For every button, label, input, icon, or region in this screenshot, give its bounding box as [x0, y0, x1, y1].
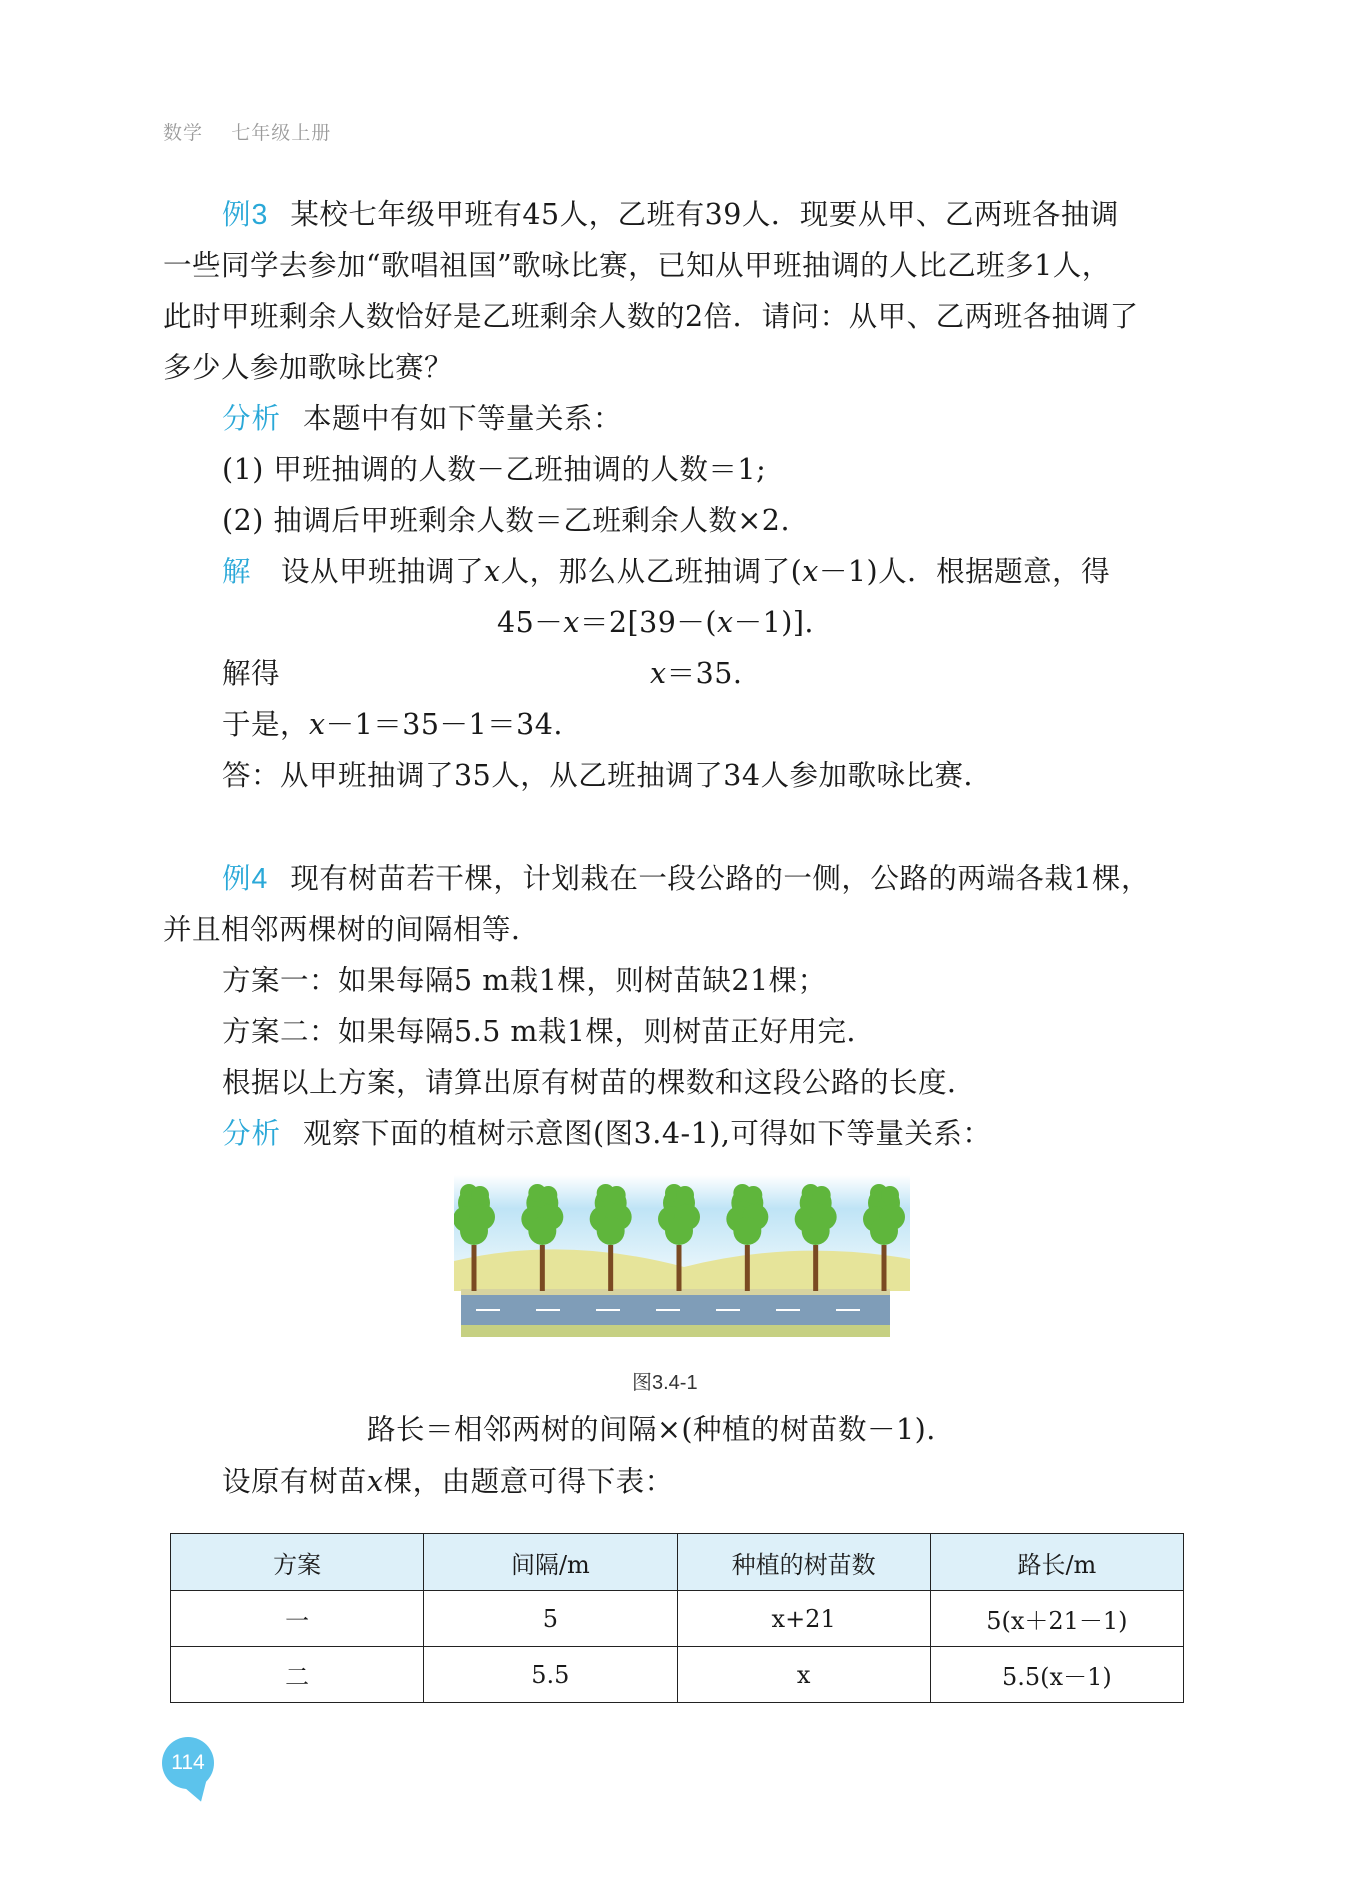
- then-b: －1＝35－1＝34.: [325, 708, 563, 741]
- then-a: 于是，: [222, 708, 310, 741]
- sol-a: 设从甲班抽调了: [281, 555, 485, 588]
- ex3-relation-2: (2) 抽调后甲班剩余人数＝乙班剩余人数×2.: [222, 504, 791, 537]
- sol-b: 人，那么从乙班抽调了(: [500, 555, 803, 588]
- setup-a: 设原有树苗: [222, 1465, 368, 1498]
- cell: 5.5(x－1): [930, 1647, 1183, 1703]
- eq-c: －1)].: [733, 606, 814, 639]
- ex4-analysis-label: 分析: [222, 1118, 282, 1150]
- roadside-bottom: [461, 1325, 890, 1337]
- ex4-analysis: [222, 1117, 991, 1151]
- ex3-analysis-label: 分析: [222, 403, 282, 435]
- ex4-setup: [222, 1465, 674, 1499]
- ex3-label: 例3: [222, 199, 269, 231]
- cell: x: [677, 1647, 930, 1703]
- table-row: [171, 1591, 1184, 1647]
- ex3-solution: [222, 555, 1110, 589]
- header-subject: 数学: [163, 123, 204, 144]
- table-header-row: [171, 1534, 1184, 1591]
- ex3-relation-1: (1) 甲班抽调的人数－乙班抽调的人数＝1;: [222, 453, 767, 486]
- ex4-relation: 路长＝相邻两树的间隔×(种植的树苗数－1).: [367, 1413, 936, 1446]
- cell: 5(x＋21－1): [930, 1591, 1183, 1647]
- ex3-text-1: 某校七年级甲班有45人，乙班有39人．现要从甲、乙两班各抽调: [290, 198, 1119, 231]
- col-trees: 种植的树苗数: [677, 1534, 930, 1591]
- solved-val: ＝35.: [666, 657, 743, 690]
- ex3-equation: [497, 606, 814, 640]
- sol-c: －1)人．根据题意，得: [818, 555, 1111, 588]
- ex4-plan-1: 方案一：如果每隔5 m栽1棵，则树苗缺21棵；: [222, 964, 827, 997]
- cell: 5: [424, 1591, 677, 1647]
- sol-x2: x: [802, 555, 819, 588]
- ex3-line-1: [222, 198, 1119, 232]
- ex4-ask: 根据以上方案，请算出原有树苗的棵数和这段公路的长度．: [222, 1066, 977, 1099]
- cell: 一: [171, 1591, 424, 1647]
- figure-caption: 图3.4-1: [632, 1372, 698, 1394]
- ex4-text-1: 现有树苗若干棵，计划栽在一段公路的一侧，公路的两端各栽1棵，: [290, 862, 1150, 895]
- ex4-plan-2: 方案二：如果每隔5.5 m栽1棵，则树苗正好用完．: [222, 1015, 876, 1048]
- then-x: x: [309, 708, 326, 741]
- cell: x+21: [677, 1591, 930, 1647]
- plan-table: [170, 1533, 1184, 1703]
- ex3-analysis-text: 本题中有如下等量关系：: [303, 402, 623, 435]
- ex4-label: 例4: [222, 863, 269, 895]
- setup-b: 棵，由题意可得下表：: [383, 1465, 674, 1498]
- header-grade: 七年级上册: [231, 123, 332, 144]
- running-header: [163, 118, 353, 145]
- ex3-solution-label: 解: [222, 556, 252, 588]
- sol-x: x: [484, 555, 501, 588]
- ex3-then: [222, 708, 563, 742]
- ex4-line-1: [222, 862, 1150, 896]
- col-length: 路长/m: [930, 1534, 1183, 1591]
- col-plan: 方案: [171, 1534, 424, 1591]
- ex3-solved-label: 解得: [222, 657, 281, 690]
- ex3-answer: 答：从甲班抽调了35人，从乙班抽调了34人参加歌咏比赛．: [222, 759, 993, 792]
- roadside-top: [461, 1289, 890, 1295]
- page-number: 114: [162, 1737, 214, 1789]
- eq-x: x: [563, 606, 580, 639]
- ex3-line-2: 一些同学去参加“歌唱祖国”歌咏比赛，已知从甲班抽调的人比乙班多1人，: [163, 249, 1111, 282]
- solved-x: x: [650, 657, 667, 690]
- ex3-analysis: [222, 402, 622, 436]
- eq-x2: x: [716, 606, 734, 639]
- eq-a: 45－: [497, 606, 564, 639]
- table-row: [171, 1647, 1184, 1703]
- ex4-analysis-text: 观察下面的植树示意图(图3.4-1),可得如下等量关系：: [303, 1117, 992, 1150]
- tree-planting-figure: [454, 1175, 910, 1341]
- cell: 5.5: [424, 1647, 677, 1703]
- setup-x: x: [367, 1465, 384, 1498]
- ex4-line-2: 并且相邻两棵树的间隔相等．: [163, 913, 541, 946]
- ex3-line-3: 此时甲班剩余人数恰好是乙班剩余人数的2倍．请问：从甲、乙两班各抽调了: [163, 300, 1139, 333]
- col-interval: 间隔/m: [424, 1534, 677, 1591]
- eq-b: ＝2[39－(: [579, 606, 717, 639]
- ex3-line-4: 多少人参加歌咏比赛？: [163, 351, 454, 384]
- cell: 二: [171, 1647, 424, 1703]
- ex3-solved-eq: [650, 657, 742, 691]
